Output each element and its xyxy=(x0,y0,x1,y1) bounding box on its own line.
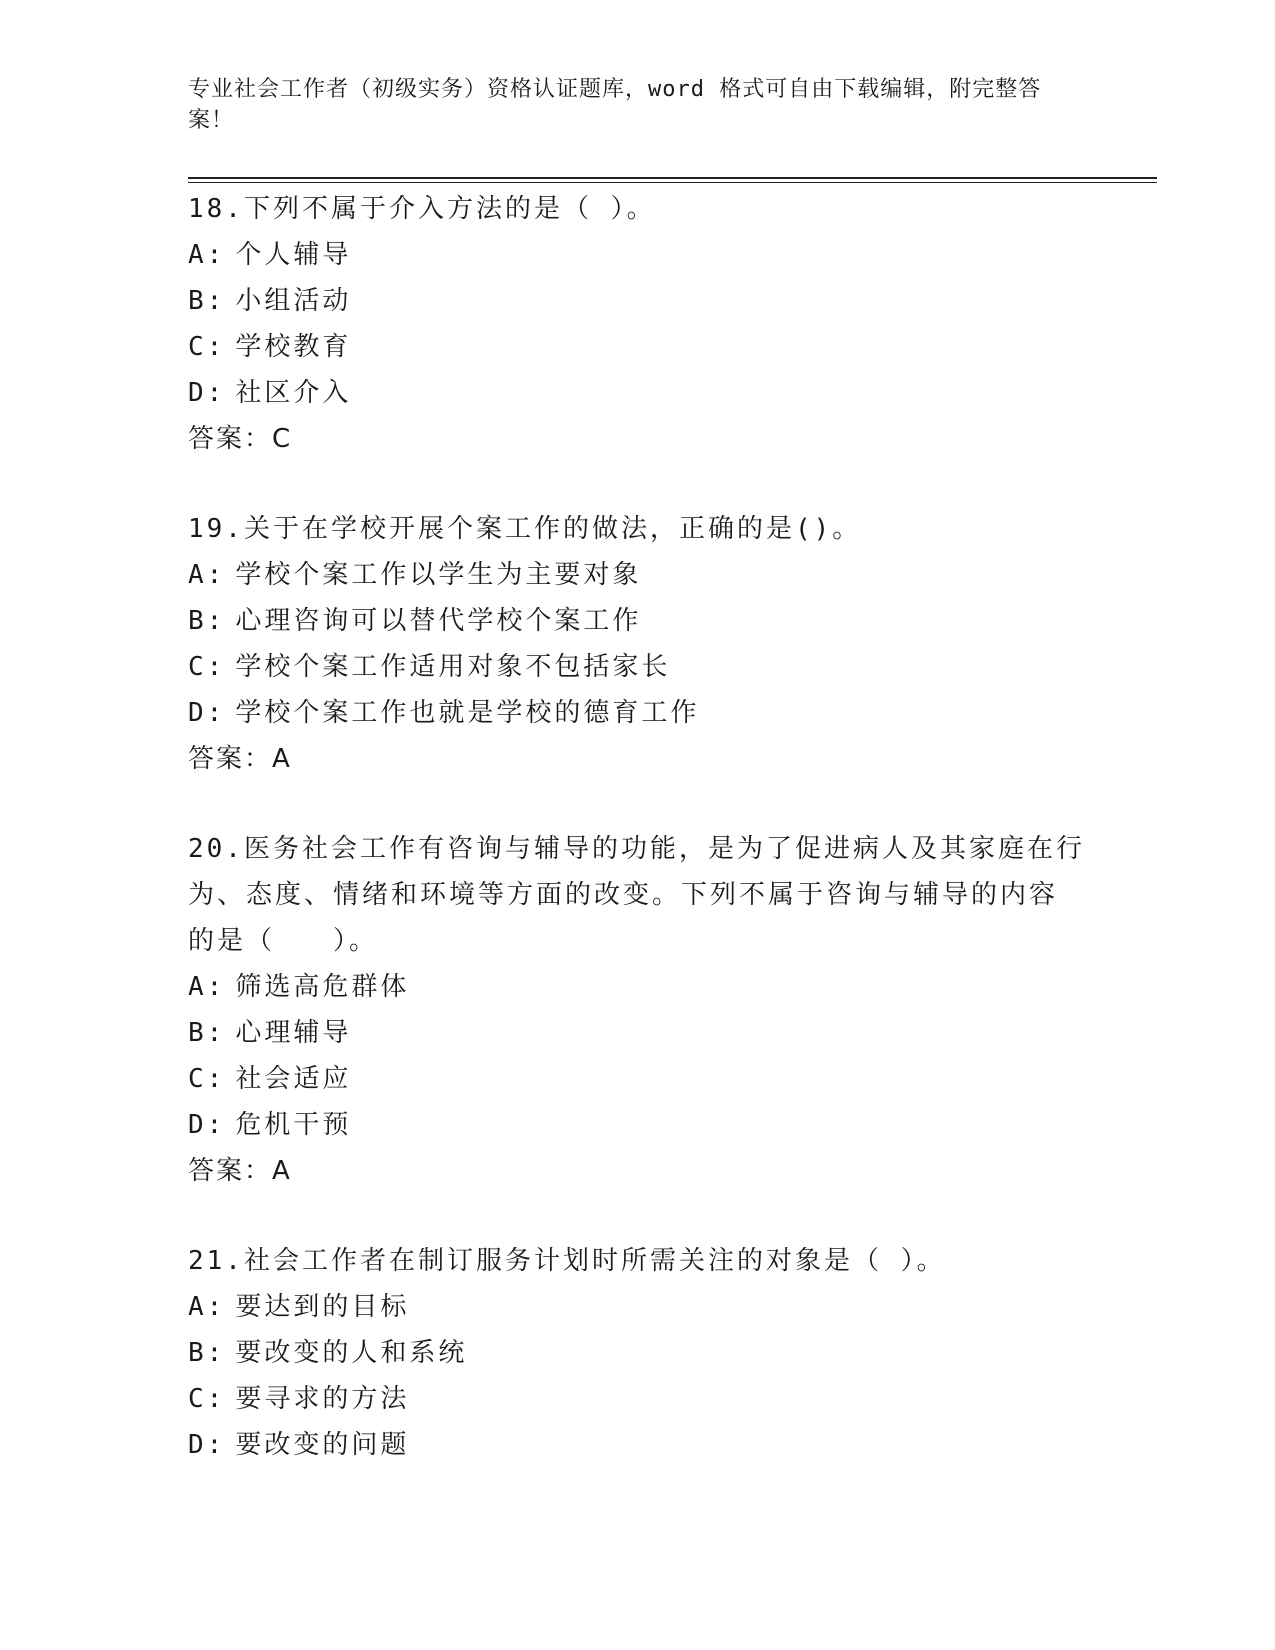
option-letter: C: xyxy=(188,1384,226,1414)
option-text: 筛选高危群体 xyxy=(235,972,410,1002)
option-text: 社区介入 xyxy=(235,378,352,408)
question-21 xyxy=(188,1238,1088,1468)
option-b xyxy=(188,278,1088,324)
option-d xyxy=(188,1422,1088,1468)
option-letter: A: xyxy=(188,560,226,590)
option-text: 要改变的问题 xyxy=(235,1430,410,1460)
option-text: 学校个案工作也就是学校的德育工作 xyxy=(235,698,700,728)
option-a xyxy=(188,964,1088,1010)
option-letter: A: xyxy=(188,240,226,270)
option-c xyxy=(188,324,1088,370)
option-letter: C: xyxy=(188,652,226,682)
option-letter: C: xyxy=(188,332,226,362)
option-text: 学校个案工作以学生为主要对象 xyxy=(235,560,642,590)
option-d xyxy=(188,690,1088,736)
option-b xyxy=(188,1330,1088,1376)
option-a xyxy=(188,1284,1088,1330)
document-header: 专业社会工作者（初级实务）资格认证题库，word 格式可自由下载编辑，附完整答案！ xyxy=(188,77,1042,133)
option-text: 社会适应 xyxy=(235,1064,352,1094)
question-18 xyxy=(188,186,1088,462)
question-stem-line: 的是（ ）。 xyxy=(188,926,379,956)
question-19 xyxy=(188,506,1088,782)
option-text: 心理辅导 xyxy=(235,1018,352,1048)
option-b xyxy=(188,1010,1088,1056)
answer-line: 答案：A xyxy=(188,1156,292,1186)
question-20 xyxy=(188,826,1088,1194)
option-c xyxy=(188,644,1088,690)
option-text: 心理咨询可以替代学校个案工作 xyxy=(235,606,642,636)
option-text: 学校教育 xyxy=(235,332,352,362)
option-letter: C: xyxy=(188,1064,226,1094)
option-letter: D: xyxy=(188,698,226,728)
option-text: 个人辅导 xyxy=(235,240,352,270)
option-text: 要改变的人和系统 xyxy=(235,1338,468,1368)
question-stem-line: 20.医务社会工作有咨询与辅导的功能，是为了促进病人及其家庭在行 xyxy=(188,834,1085,864)
question-stem: 21.社会工作者在制订服务计划时所需关注的对象是（ ）。 xyxy=(188,1246,946,1276)
option-d xyxy=(188,370,1088,416)
option-c xyxy=(188,1056,1088,1102)
option-c xyxy=(188,1376,1088,1422)
answer-line: 答案：C xyxy=(188,424,293,454)
option-text: 要达到的目标 xyxy=(235,1292,410,1322)
answer-line: 答案：A xyxy=(188,744,292,774)
option-text: 危机干预 xyxy=(235,1110,352,1140)
option-letter: D: xyxy=(188,1110,226,1140)
option-text: 要寻求的方法 xyxy=(235,1384,410,1414)
option-letter: B: xyxy=(188,1338,226,1368)
header-divider-thin xyxy=(188,182,1157,183)
option-letter: A: xyxy=(188,1292,226,1322)
question-stem: 18.下列不属于介入方法的是（ ）。 xyxy=(188,194,656,224)
option-letter: B: xyxy=(188,606,226,636)
option-letter: B: xyxy=(188,286,226,316)
question-stem-line: 为、态度、情绪和环境等方面的改变。下列不属于咨询与辅导的内容 xyxy=(188,880,1059,910)
option-letter: B: xyxy=(188,1018,226,1048)
option-letter: D: xyxy=(188,378,226,408)
option-text: 学校个案工作适用对象不包括家长 xyxy=(235,652,671,682)
header-divider-thick xyxy=(188,177,1157,179)
option-b xyxy=(188,598,1088,644)
question-stem: 19.关于在学校开展个案工作的做法，正确的是()。 xyxy=(188,514,862,544)
option-letter: A: xyxy=(188,972,226,1002)
option-a xyxy=(188,232,1088,278)
option-text: 小组活动 xyxy=(235,286,352,316)
option-d xyxy=(188,1102,1088,1148)
option-letter: D: xyxy=(188,1430,226,1460)
option-a xyxy=(188,552,1088,598)
